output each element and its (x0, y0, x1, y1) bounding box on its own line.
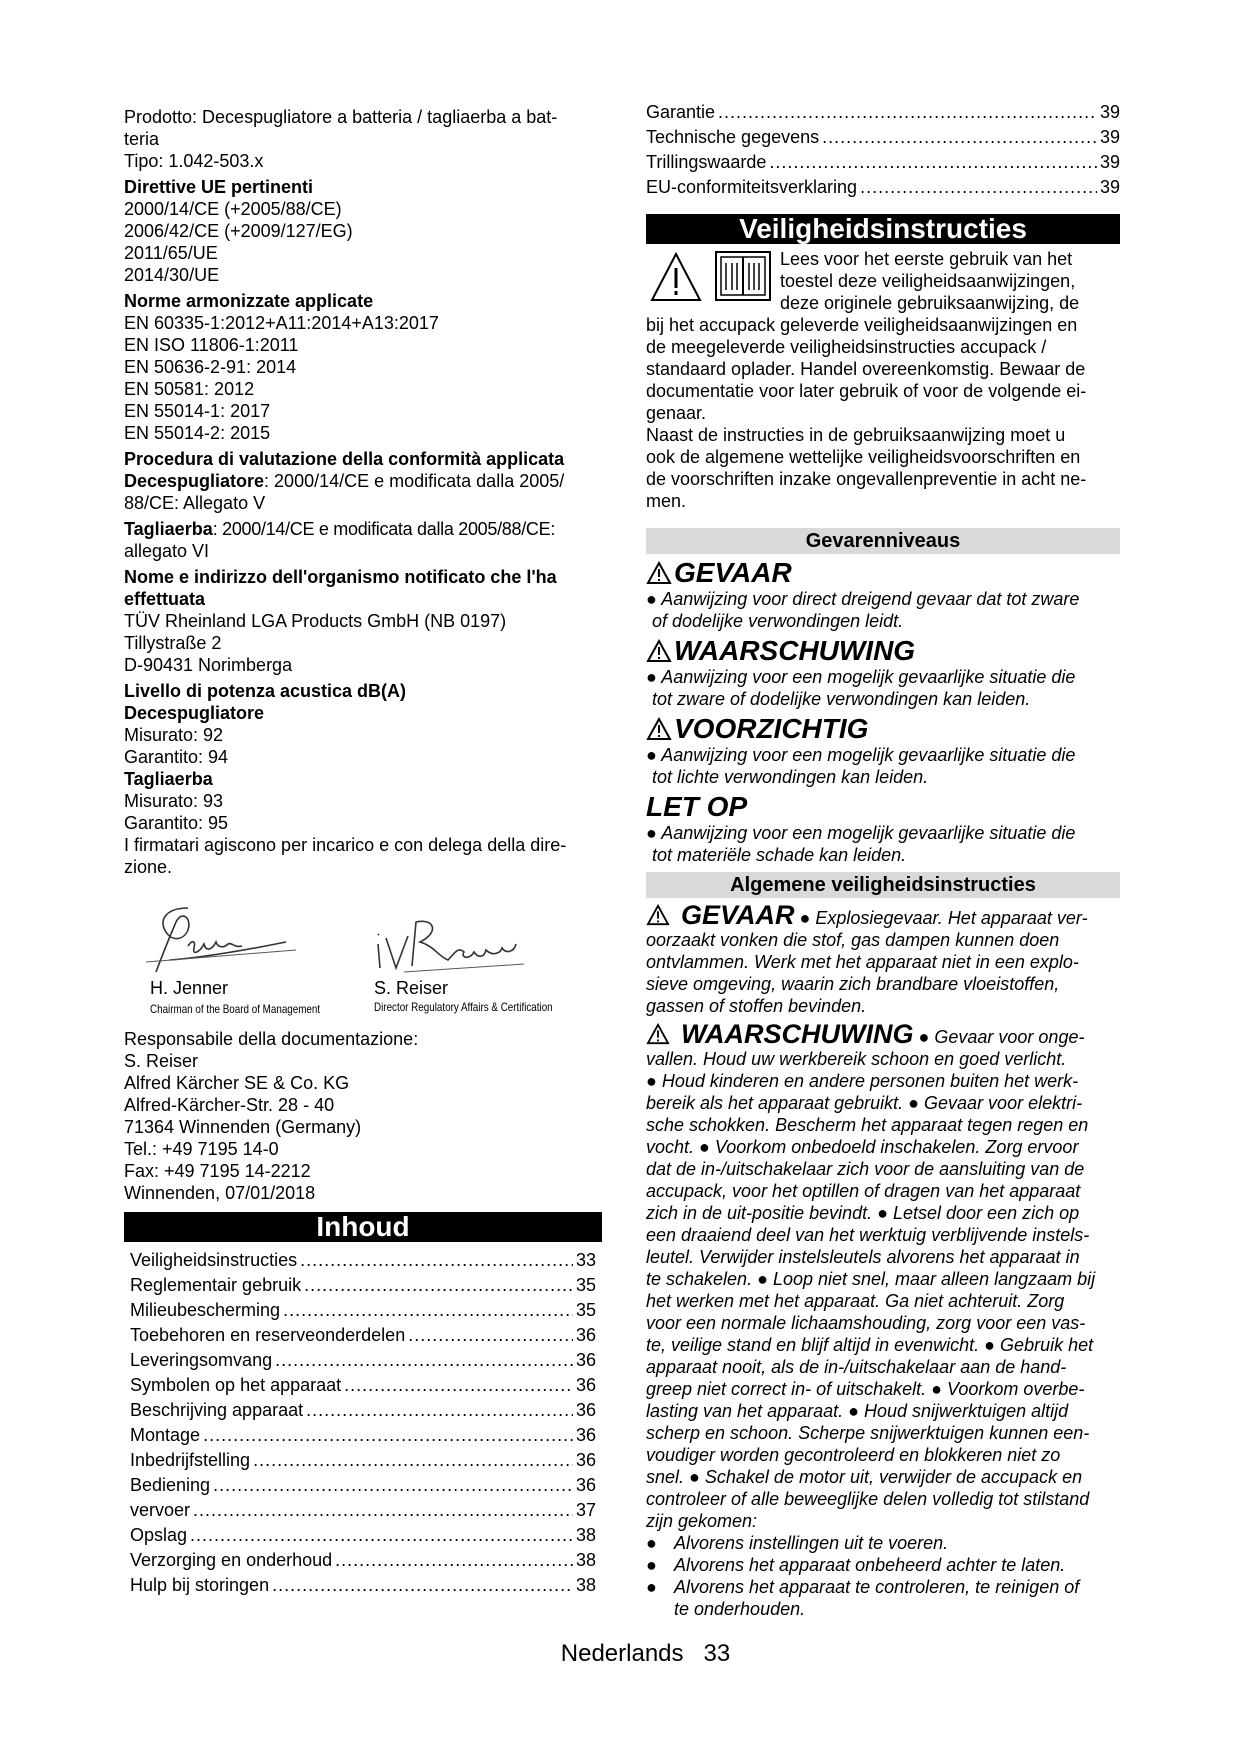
procedure-taglia-label: Tagliaerba (124, 519, 213, 539)
norms-heading: Norme armonizzate applicate (124, 291, 374, 311)
bullet-item: ● Alvorens het apparaat te controleren, te reinigen of (646, 1577, 1080, 1597)
hazard-note-cont: tot zware of dodelijke verwondingen kan leiden. (652, 689, 1031, 709)
directive-item: 2000/14/CE (+2005/88/CE) (124, 199, 342, 219)
bullet-item-cont: te onderhouden. (674, 1599, 806, 1619)
signature-name-jenner: H. Jenner (150, 978, 229, 998)
warn-line: controleer of alle beweeglijke delen volledig tot stilstand (646, 1489, 1090, 1509)
acoustic-deces-measured: Misurato: 92 (124, 725, 224, 745)
toc-item[interactable]: Beschrijving apparaat ..... 36 (130, 1398, 596, 1423)
warn-line: voor een normale lichaamshouding, zorg voor een vas- (646, 1313, 1086, 1333)
directive-item: 2011/65/UE (124, 243, 218, 263)
warn-line: bereik als het apparaat gebruikt. ● Gevaar voor elektri- (646, 1093, 1083, 1113)
toc-item[interactable]: Inbedrijfstelling ..... 36 (130, 1448, 596, 1473)
procedure-deces-cont: 88/CE: Allegato V (124, 493, 266, 513)
warn-line: lasting van het apparaat. ● Houd snijwerktuigen altijd (646, 1401, 1069, 1421)
gevaar-line: sieve omgeving, waarin zich brandbare vloeistoffen, (646, 974, 1060, 994)
hazard-levels (646, 558, 1120, 866)
warn-line: een draaiend deel van het werktuig verblijvende instels- (646, 1225, 1090, 1245)
procedure-deces (124, 470, 602, 492)
hazard-heading-gevaar: GEVAAR (646, 558, 1120, 588)
general-safety-title: Algemene veiligheidsinstructies (646, 872, 1120, 898)
toc-item[interactable]: Toebehoren en reserveonderdelen ..... 36 (130, 1323, 596, 1348)
procedure-deces-text: : 2000/14/CE e modificata dalla 2005/ (264, 471, 565, 491)
warn-line: ● Houd kinderen en andere personen buiten het werk- (646, 1071, 1079, 1091)
hazard-heading-voorzichtig: VOORZICHTIG (646, 714, 1120, 744)
documentation-line: Alfred Kärcher SE & Co. KG (124, 1073, 350, 1093)
hazard-note: ● Aanwijzing voor direct dreigend gevaar dat tot zware (646, 589, 1080, 609)
acoustic-deces-guaranteed: Garantito: 94 (124, 747, 229, 767)
bullet-item: ● Alvorens instellingen uit te voeren. (646, 1533, 949, 1553)
toc-item[interactable]: Bediening ..... 36 (130, 1473, 596, 1498)
warning-triangle-icon (646, 717, 672, 741)
product-line: teria (124, 129, 160, 149)
acoustic-heading: Livello di potenza acustica dB(A) (124, 681, 407, 701)
hazard-note-cont: tot materiële schade kan leiden. (652, 845, 907, 865)
safety-intro-line: toestel deze veiligheidsaanwijzingen, (780, 271, 1076, 291)
safety-intro-line: deze originele gebruiksaanwijzing, de (780, 293, 1080, 313)
documentation-line: S. Reiser (124, 1051, 199, 1071)
safety-intro-line: standaard oplader. Handel overeenkomstig. Bewaar de (646, 359, 1086, 379)
hazard-note: ● Aanwijzing voor een mogelijk gevaarlijke situatie die (646, 745, 1076, 765)
safety-intro-line: bij het accupack geleverde veiligheidsaanwijzingen en (646, 315, 1078, 335)
documentation-line: 71364 Winnenden (Germany) (124, 1117, 362, 1137)
general-safety (646, 900, 1120, 1620)
warn-line: te schakelen. ● Loop niet snel, maar alleen langzaam bij (646, 1269, 1096, 1289)
procedure-deces-label: Decespugliatore (124, 471, 265, 491)
page-number: 33 (703, 1640, 731, 1667)
type-line: Tipo: 1.042-503.x (124, 151, 264, 171)
hazard-heading-let-op: LET OP (646, 791, 748, 822)
toc-item[interactable]: Opslag ..... 38 (130, 1523, 596, 1548)
hazard-note: ● Aanwijzing voor een mogelijk gevaarlijke situatie die (646, 823, 1076, 843)
hazard-levels-title: Gevarenniveaus (646, 528, 1120, 554)
signature-block (124, 886, 602, 1058)
signatories-text: zione. (124, 857, 173, 877)
acoustic-taglia-guaranteed: Garantito: 95 (124, 813, 229, 833)
norm-item: EN ISO 11806-1:2011 (124, 335, 299, 355)
notified-body-heading: Nome e indirizzo dell'organismo notificato che l'ha (124, 567, 557, 587)
warning-triangle-icon (646, 561, 672, 585)
acoustic-taglia-measured: Misurato: 93 (124, 791, 224, 811)
warn-line: dat de in-/uitschakelaar zich voor de aansluiting van de (646, 1159, 1085, 1179)
toc-item[interactable]: Montage ..... 36 (130, 1423, 596, 1448)
gevaar-heading: GEVAAR (681, 900, 795, 930)
documentation-line: Fax: +49 7195 14-2212 (124, 1161, 311, 1181)
acoustic-deces-heading: Decespugliatore (124, 703, 265, 723)
notified-body-line: Tillystraße 2 (124, 633, 222, 653)
product-line: Prodotto: Decespugliatore a batteria / tagliaerba a bat- (124, 107, 558, 127)
safety-intro (646, 248, 1120, 512)
warn-line: scherp en schoon. Scherpe snijwerktuigen kunnen een- (646, 1423, 1090, 1443)
page-footer (0, 1640, 1241, 1668)
safety-intro-line: documentatie voor later gebruik of voor de volgende ei- (646, 381, 1087, 401)
toc-item[interactable]: Milieubescherming ..... 35 (130, 1298, 596, 1323)
signature-title-reiser: Director Regulatory Affairs & Certification (374, 1000, 553, 1014)
notified-body-heading-cont: effettuata (124, 589, 206, 609)
gevaar-line: oorzaakt vonken die stof, gas dampen kunnen doen (646, 930, 1060, 950)
right-column (646, 102, 1120, 1620)
warn-line: greep niet correct in- of uitschakelt. ● Voorkom overbe- (646, 1379, 1085, 1399)
toc-item[interactable]: Leveringsomvang ..... 36 (130, 1348, 596, 1373)
safety-intro-line: ook de algemene wettelijke veiligheidsvoorschriften en (646, 447, 1081, 467)
safety-intro-line: de voorschriften inzake ongevallenpreventie in acht ne- (646, 469, 1087, 489)
footer-language: Nederlands (560, 1640, 684, 1667)
hazard-note: ● Aanwijzing voor een mogelijk gevaarlijke situatie die (646, 667, 1076, 687)
bullet-item: ● Alvorens het apparaat onbeheerd achter te laten. (646, 1555, 1066, 1575)
left-column (124, 106, 602, 1598)
gevaar-line: gassen of stoffen bevinden. (646, 996, 867, 1016)
gevaar-line: ontvlammen. Werk met het apparaat niet in een explo- (646, 952, 1079, 972)
warning-triangle-icon (646, 1023, 670, 1045)
hazard-heading-waarschuwing: WAARSCHUWING (646, 636, 1120, 666)
norm-item: EN 55014-2: 2015 (124, 423, 271, 443)
hazard-note-cont: tot lichte verwondingen kan leiden. (652, 767, 929, 787)
directive-item: 2006/42/CE (+2009/127/EG) (124, 221, 353, 241)
acoustic-taglia-heading: Tagliaerba (124, 769, 213, 789)
warn-line: sche schokken. Bescherm het apparaat tegen regen en (646, 1115, 1089, 1135)
safety-intro-line: men. (646, 491, 687, 511)
toc-list (124, 1242, 602, 1598)
warn-line: zich in de uit-positie bevindt. ● Letsel door een zich op (646, 1203, 1080, 1223)
documentation-line: Tel.: +49 7195 14-0 (124, 1139, 279, 1159)
procedure-taglia-text: : 2000/14/CE e modificata dalla 2005/88/CE: (212, 519, 556, 539)
safety-intro-line: Lees voor het eerste gebruik van het (780, 249, 1073, 269)
documentation-line: Winnenden, 07/01/2018 (124, 1183, 316, 1203)
toc-list-continued (646, 100, 1120, 200)
gevaar-paragraph-first: GEVAAR ● Explosiegevaar. Het apparaat ver- (646, 904, 1120, 929)
procedure-heading: Procedura di valutazione della conformità applicata (124, 449, 565, 469)
hazard-note-cont: of dodelijke verwondingen leidt. (652, 611, 904, 631)
notified-body-line: TÜV Rheinland LGA Products GmbH (NB 0197) (124, 611, 507, 631)
toc-title: Inhoud (124, 1212, 602, 1242)
toc-item[interactable]: Garantie ..... 39 (646, 100, 1120, 125)
signature-name-reiser: S. Reiser (374, 978, 449, 998)
warning-triangle-icon (646, 639, 672, 663)
toc-item[interactable]: Reglementair gebruik ..... 35 (130, 1273, 596, 1298)
procedure-taglia-cont: allegato VI (124, 541, 210, 561)
safety-intro-line: genaar. (646, 403, 707, 423)
warn-line: zijn gekomen: (646, 1511, 758, 1531)
toc-item[interactable]: EU-conformiteitsverklaring ..... 39 (646, 175, 1120, 200)
norm-item: EN 50636-2-91: 2014 (124, 357, 297, 377)
warning-triangle-icon (646, 904, 670, 926)
documentation-line: Responsabile della documentazione: (124, 1029, 419, 1049)
norm-item: EN 50581: 2012 (124, 379, 255, 399)
signature-jenner-icon (136, 902, 306, 982)
documentation-line: Alfred-Kärcher-Str. 28 - 40 (124, 1095, 335, 1115)
warn-line: vocht. ● Voorkom onbedoeld inschakelen. Zorg ervoor (646, 1137, 1079, 1157)
warn-line: vallen. Houd uw werkbereik schoon en goed verlicht. (646, 1049, 1067, 1069)
procedure-taglia (124, 518, 602, 540)
warn-line: voudiger worden gecontroleerd en blokkeren niet zo (646, 1445, 1061, 1465)
signatories-text: I firmatari agiscono per incarico e con delega della dire- (124, 835, 567, 855)
toc-item[interactable]: Veiligheidsinstructies ..... 33 (130, 1248, 596, 1273)
warn-line: het werken met het apparaat. Ga niet achteruit. Zorg (646, 1291, 1065, 1311)
signature-title-jenner: Chairman of the Board of Management (150, 1002, 321, 1016)
toc-item[interactable]: Hulp bij storingen ..... 38 (130, 1573, 596, 1598)
directive-item: 2014/30/UE (124, 265, 220, 285)
safety-intro-line: Naast de instructies in de gebruiksaanwijzing moet u (646, 425, 1066, 445)
safety-intro-line: de meegeleverde veiligheidsinstructies accupack / (646, 337, 1047, 357)
notified-body-line: D-90431 Norimberga (124, 655, 293, 675)
norm-item: EN 60335-1:2012+A11:2014+A13:2017 (124, 313, 439, 333)
toc-item[interactable]: Technische gegevens ..... 39 (646, 125, 1120, 150)
warn-line: leutel. Verwijder instelsleutels alvorens het apparaat in (646, 1247, 1080, 1267)
warn-line: te, veilige stand en blijf altijd in evenwicht. ● Gebruik het (646, 1335, 1094, 1355)
directives-heading: Direttive UE pertinenti (124, 177, 314, 197)
warn-line: snel. ● Schakel de motor uit, verwijder de accupack en (646, 1467, 1083, 1487)
warning-manual-icon (646, 248, 776, 310)
toc-item[interactable]: Symbolen op het apparaat ..... 36 (130, 1373, 596, 1398)
warn-paragraph-first: WAARSCHUWING ● Gevaar voor onge- (646, 1023, 1120, 1048)
norm-item: EN 55014-1: 2017 (124, 401, 271, 421)
toc-item[interactable]: Trillingswaarde ..... 39 (646, 150, 1120, 175)
signature-reiser-icon (374, 914, 534, 978)
warn-heading: WAARSCHUWING (681, 1019, 914, 1049)
toc-item[interactable]: vervoer ..... 37 (130, 1498, 596, 1523)
warn-line: accupack, voor het optillen of dragen van het apparaat (646, 1181, 1081, 1201)
warn-line: apparaat nooit, als de in-/uitschakelaar aan de hand- (646, 1357, 1067, 1377)
safety-title: Veiligheidsinstructies (646, 214, 1120, 244)
toc-item[interactable]: Verzorging en onderhoud ..... 38 (130, 1548, 596, 1573)
